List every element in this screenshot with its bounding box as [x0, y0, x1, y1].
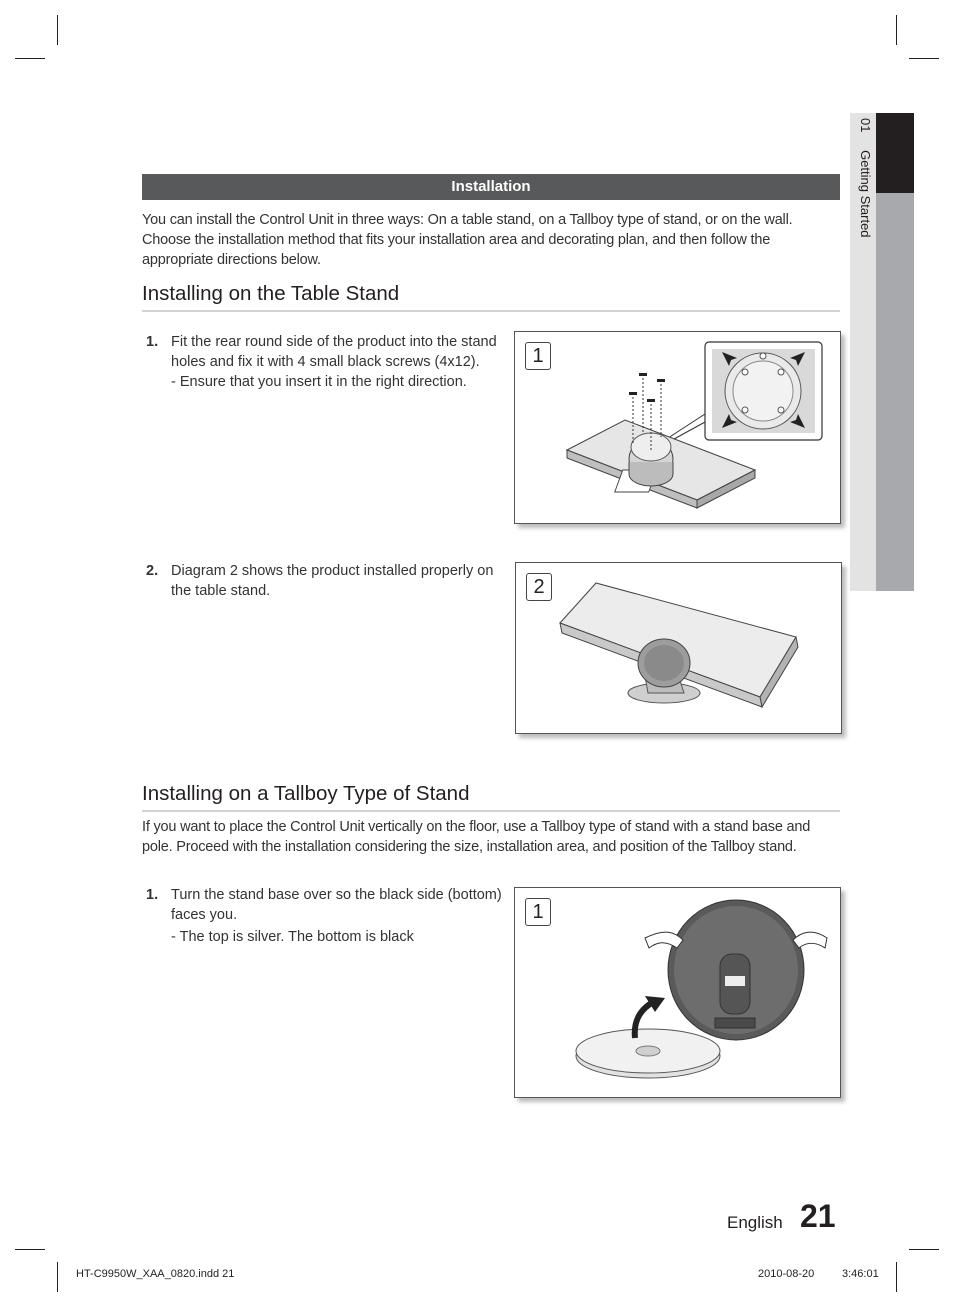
- tallboy-intro-paragraph: If you want to place the Control Unit vertically on the floor, use a Tallboy type of stand with a stand base and pole. Proceed with the installation considering the size, installation area, and position of the Tallboy stand.: [142, 819, 811, 855]
- crop-mark: [57, 15, 58, 45]
- table-stand-heading: Installing on the Table Stand: [142, 282, 840, 312]
- table-step-1: [142, 332, 502, 392]
- crop-mark: [57, 1262, 58, 1292]
- step-number: 2.: [146, 563, 159, 579]
- crop-mark: [15, 1249, 45, 1250]
- side-tab-label: [853, 118, 873, 238]
- step-text: Diagram 2 shows the product installed properly on the table stand.: [171, 563, 494, 599]
- side-tab-gray-block: [876, 193, 914, 591]
- slug-date: 2010-08-20: [758, 1268, 815, 1280]
- tallboy-illustration-1: [515, 888, 840, 1097]
- table-step-2: [142, 561, 502, 601]
- figure-label: 2: [526, 573, 552, 601]
- figure-label: 1: [525, 898, 551, 926]
- step-number: 1.: [146, 334, 159, 350]
- intro-paragraph: You can install the Control Unit in three ways: On a table stand, on a Tallboy type of stand, or on the wall. Choose the installation method that fits your installation area and decorating plan, and then follow the appropriate directions below.: [142, 212, 793, 268]
- table-stand-illustration-1: [515, 332, 840, 523]
- slug-time: 3:46:01: [842, 1268, 879, 1280]
- crop-mark: [896, 15, 897, 45]
- tallboy-step-1: [142, 885, 502, 947]
- tallboy-figure-1: [514, 887, 841, 1098]
- crop-mark: [15, 58, 45, 59]
- step-number: 1.: [146, 887, 159, 903]
- tallboy-heading: Installing on a Tallboy Type of Stand: [142, 782, 840, 812]
- side-tab-dark-block: [876, 113, 914, 193]
- crop-mark: [909, 58, 939, 59]
- table-stand-figure-1: [514, 331, 841, 524]
- chapter-title: Getting Started: [858, 150, 873, 238]
- section-banner: Installation: [142, 174, 840, 200]
- slug-filename: HT-C9950W_XAA_0820.indd 21: [76, 1268, 235, 1280]
- chapter-number: 01: [858, 118, 873, 133]
- table-stand-illustration-2: [516, 563, 841, 733]
- crop-mark: [909, 1249, 939, 1250]
- table-stand-figure-2: [515, 562, 842, 734]
- page-number: 21: [800, 1198, 836, 1234]
- step-note: - Ensure that you insert it in the right direction.: [171, 374, 467, 390]
- crop-mark: [896, 1262, 897, 1292]
- step-note: - The top is silver. The bottom is black: [171, 929, 414, 945]
- figure-label: 1: [525, 342, 551, 370]
- step-text: Turn the stand base over so the black side (bottom) faces you.: [171, 887, 502, 923]
- footer-language: English: [727, 1213, 783, 1232]
- step-text: Fit the rear round side of the product into the stand holes and fix it with 4 small black screws (4x12).: [171, 334, 497, 370]
